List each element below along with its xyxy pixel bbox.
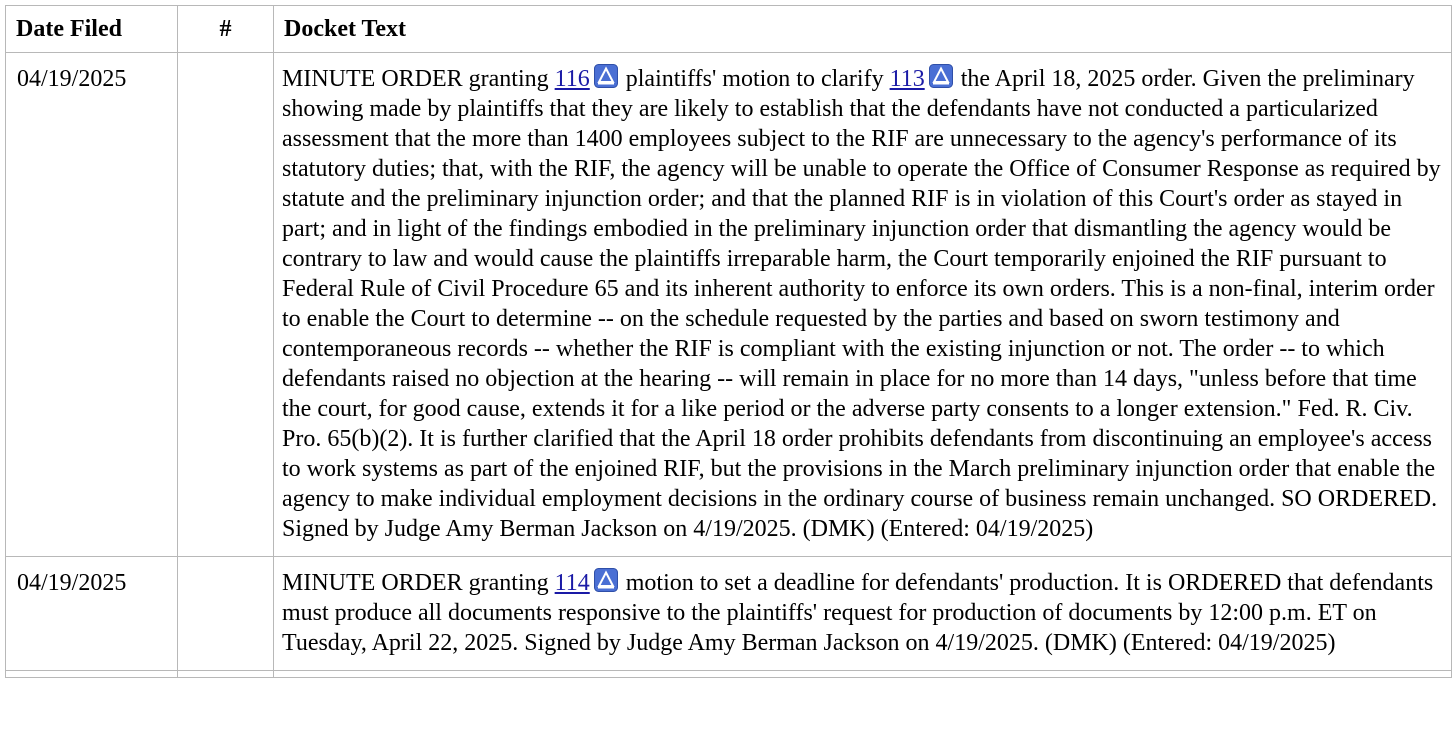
pdf-document-icon[interactable] bbox=[594, 568, 618, 592]
docket-text: MINUTE ORDER granting bbox=[282, 66, 555, 92]
docket-text-cell bbox=[274, 53, 1452, 557]
docket-header-row bbox=[6, 6, 1452, 53]
entry-number-cell bbox=[178, 557, 274, 671]
docket-text: MINUTE ORDER granting bbox=[282, 570, 555, 596]
document-link-114[interactable]: 114 bbox=[554, 570, 590, 596]
date-filed-cell: 04/19/2025 bbox=[6, 557, 178, 671]
docket-text: plaintiffs' motion to clarify bbox=[619, 66, 890, 92]
docket-text-header: Docket Text bbox=[274, 6, 1452, 53]
date-filed-cell: 04/19/2025 bbox=[6, 53, 178, 557]
docket-entry-row bbox=[6, 53, 1452, 557]
date-filed-header: Date Filed bbox=[6, 6, 178, 53]
docket-text: motion to set a deadline for defendants' production. It is ORDERED that defendants must produce all documents responsive to the plaintiffs' request for production of documents by 12:00 p.m. ET on Tuesday, April 22, 2025. Signed by Judge Amy Berman Jackson on 4/19/2025. (DMK) (Entered: 04/19/2025) bbox=[282, 570, 1434, 656]
number-header: # bbox=[178, 6, 274, 53]
docket-entry-row bbox=[6, 557, 1452, 671]
docket-text: the April 18, 2025 order. Given the preliminary showing made by plaintiffs that they are likely to establish that the defendants have not conducted a particularized assessment that the more than 1400 employees subject to the RIF are unnecessary to the agency's performance of its statutory duties; that, with the RIF, the agency will be unable to operate the Office of Consumer Response as required by statute and the preliminary injunction order; and that the planned RIF is in violation of this Court's order as stayed in part; and in light of the findings embodied in the preliminary injunction order that dismantling the agency would be contrary to law and would cause the plaintiffs irreparable harm, the Court temporarily enjoined the RIF pursuant to Federal Rule of Civil Procedure 65 and its inherent authority to enforce its own orders. This is a non-final, interim order to enable the Court to determine -- on the schedule requested by the parties and based on sworn testimony and contemporaneous records -- whether the RIF is compliant with the existing injunction or not. The order -- to which defendants raised no objection at the hearing -- will remain in place for no more than 14 days, "unless before that time the court, for good cause, extends it for a like period or the adverse party consents to a longer extension." Fed. R. Civ. Pro. 65(b)(2). It is further clarified that the April 18 order prohibits defendants from discontinuing an employee's access to work systems as part of the enjoined RIF, but the provisions in the March preliminary injunction order that enable the agency to make individual employment decisions in the ordinary course of business remain unchanged. SO ORDERED. Signed by Judge Amy Berman Jackson on 4/19/2025. (DMK) (Entered: 04/19/2025) bbox=[282, 66, 1441, 542]
docket-entry-row-partial bbox=[6, 671, 1452, 678]
docket-text-cell bbox=[274, 557, 1452, 671]
docket-table bbox=[5, 5, 1452, 678]
document-link-116[interactable]: 116 bbox=[554, 66, 590, 92]
pdf-document-icon[interactable] bbox=[594, 64, 618, 88]
entry-number-cell bbox=[178, 53, 274, 557]
pdf-document-icon[interactable] bbox=[929, 64, 953, 88]
document-link-113[interactable]: 113 bbox=[889, 66, 925, 92]
